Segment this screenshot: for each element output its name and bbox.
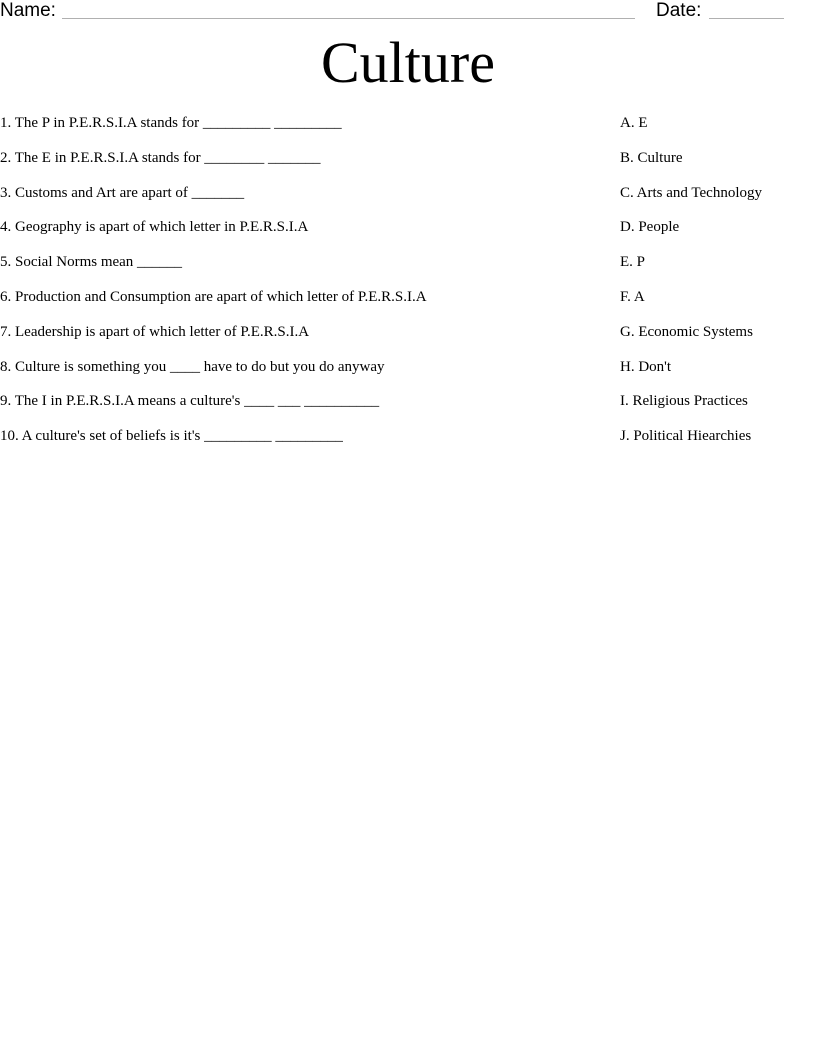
question-item: 10. A culture's set of beliefs is it's _________ _________: [0, 428, 343, 445]
question-item: 1. The P in P.E.R.S.I.A stands for _________ _________: [0, 115, 342, 131]
answer-item: E. P: [620, 254, 646, 271]
date-label: Date:: [656, 0, 702, 21]
page-title: Culture: [321, 30, 495, 95]
answer-item: F. A: [620, 288, 645, 305]
answer-list: [620, 113, 810, 461]
answer-item: A. E: [620, 115, 648, 131]
question-item: 7. Leadership is apart of which letter of P.E.R.S.I.A: [0, 323, 310, 340]
question-list: [0, 113, 600, 461]
answer-item: B. Culture: [620, 149, 683, 166]
worksheet-header: [0, 0, 816, 26]
question-item: 8. Culture is something you ____ have to do but you do anyway: [0, 358, 385, 375]
answer-item: D. People: [620, 219, 680, 236]
answer-item: G. Economic Systems: [620, 323, 753, 340]
question-item: 9. The I in P.E.R.S.I.A means a culture's ____ ___ __________: [0, 393, 380, 410]
answer-item: H. Don't: [620, 358, 672, 375]
date-blank-line: [709, 18, 784, 19]
name-blank-line: [62, 18, 635, 19]
answer-item: J. Political Hiearchies: [620, 428, 752, 445]
name-label: Name:: [0, 0, 56, 21]
answer-item: I. Religious Practices: [620, 393, 748, 410]
question-item: 5. Social Norms mean ______: [0, 254, 183, 271]
answer-item: C. Arts and Technology: [620, 184, 762, 201]
question-item: 2. The E in P.E.R.S.I.A stands for ________ _______: [0, 149, 321, 166]
question-item: 3. Customs and Art are apart of _______: [0, 184, 245, 201]
question-item: 6. Production and Consumption are apart of which letter of P.E.R.S.I.A: [0, 288, 427, 305]
question-item: 4. Geography is apart of which letter in P.E.R.S.I.A: [0, 219, 309, 236]
